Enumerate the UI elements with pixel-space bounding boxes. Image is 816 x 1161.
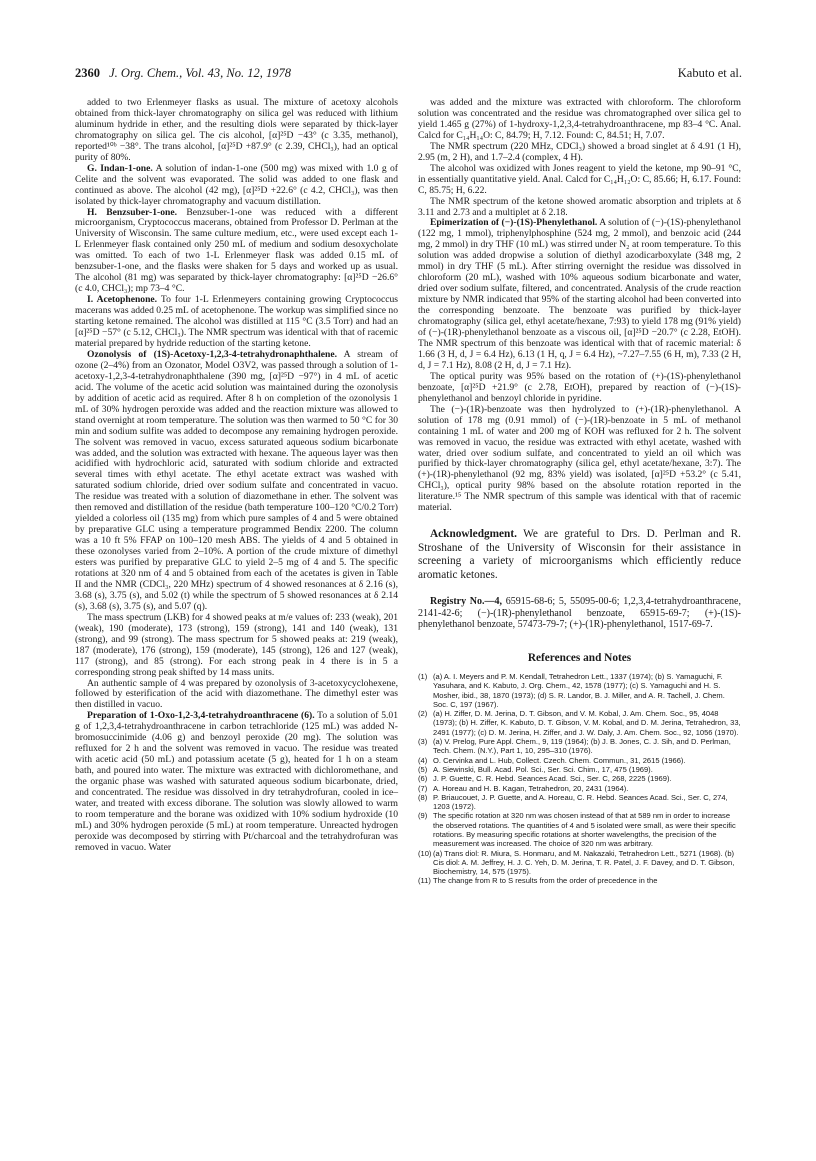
reference-item: (2) (a) H. Ziffer, D. M. Jerina, D. T. Gibson, and V. M. Kobal, J. Am. Chem. Soc., 95, 4048 (1973); (b) H. Ziffer, K. Kabuto, D. T. Gibson, V. M. Kobal, and D. M. Jerina, Tetrahedron, 33, 2491 (1977); (c) D. M. Jerina, H. Ziffer, and J. W. Daly, J. Am. Chem. Soc., 92, 1056 (1970). [418, 709, 741, 737]
paragraph: The NMR spectrum of the ketone showed aromatic absorption and triplets at δ 3.11 and 2.73 and a multiplet at δ 2.18. [418, 195, 741, 218]
paragraph: Epimerization of (−)-(1S)-Phenylethanol. A solution of (−)-(1S)-phenylethanol (122 mg, 1 mmol), triphenylphosphine (524 mg, 2 mmol), and benzoic acid (244 mg, 2 mmol) in dry THF (10 mL) was stirred under N₂ at room temperature. To this solution was added dropwise a solution of diethyl azodicarboxylate (348 mg, 2 mmol) in dry THF (5 mL). After stirring overnight the residue was dissolved in chloroform (20 mL), washed with 10% aqueous sodium bicarbonate and water, dried over sodium sulfate, filtered, and concentrated. Analysis of the crude reaction mixture by NMR indicated that 95% of the starting alcohol had been converted into the corresponding benzoate. The benzoate was purified by thick-layer chromatography (silica gel, ethyl acetate/hexane, 7:93) to yield 178 mg (91% yield) of (−)-(1R)-phenylethanol benzoate as a viscous oil, [α]²⁵D −20.7° (c 2.28, EtOH). The NMR spectrum of this benzoate was identical with that of racemic material: δ 1.66 (3 H, d, J = 6.4 Hz), 6.13 (1 H, q, J = 6.4 Hz), ~7.27–7.55 (6 H, m), 7.33 (2 H, d, J = 7.1 Hz), 8.08 (2 H, d, J = 7.1 Hz). [418, 217, 741, 371]
paragraph: The optical purity was 95% based on the rotation of (+)-(1S)-phenylethanol benzoate, [α]²⁵D +21.9° (c 2.78, EtOH), prepared by reaction of (−)-(1S)-phenylethanol and benzoyl chloride in pyridine. [418, 370, 741, 404]
paragraph: was added and the mixture was extracted with chloroform. The chloroform solution was concentrated and the residue was chromatographed over silica gel to yield 1.465 g (27%) of 1-hydroxy-1,2,3,4-tetrahydroanthracene, mp 83–4 °C. Anal. Calcd for C₁₄H₁₄O: C, 84.79; H, 7.12. Found: C, 84.51; H, 7.07. [418, 97, 741, 141]
paragraph: The NMR spectrum (220 MHz, CDCl₃) showed a broad singlet at δ 4.91 (1 H), 2.95 (m, 2 H), and 1.7–2.4 (complex, 4 H). [418, 140, 741, 163]
paragraph: G. Indan-1-one. A solution of indan-1-one (500 mg) was mixed with 1.0 g of Celite and the solvent was evaporated. The solid was added to one flask and continued as above. The alcohol (42 mg), [α]²⁵D +22.6° (c 4.2, CHCl₃), was then isolated by thick-layer chromatography and vacuum distillation. [75, 162, 398, 207]
paragraph: I. Acetophenone. To four 1-L Erlenmeyers containing growing Cryptococcus macerans was added 0.25 mL of acetophenone. The workup was simplified since no starting ketone remained. The alcohol was distilled at 115 °C (3.5 Torr) and had an [α]²⁵D −57° (c 5.12, CHCl₃). The NMR spectrum was identical with that of racemic material prepared by hydride reduction of the starting ketone. [75, 294, 398, 349]
registry-numbers: Registry No.—4, 65915-68-6; 5, 55095-00-6; 1,2,3,4-tetrahydroanthracene, 2141-42-6; (−)-(1R)-phenylethanol benzoate, 65915-69-7; (+)-(1S)-phenylethanol benzoate, 57473-79-7; (+)-(1R)-phenylethanol, 1517-69-7. [418, 596, 741, 631]
left-column [75, 98, 398, 854]
paragraph: The alcohol was oxidized with Jones reagent to yield the ketone, mp 90–91 °C, in essentially quantitative yield. Anal. Calcd for C₁₄H₁₂O: C, 85.66; H, 6.17. Found: C, 85.75; H, 6.22. [418, 162, 741, 196]
paragraph: Ozonolysis of (1S)-Acetoxy-1,2,3-4-tetrahydronaphthalene. A stream of ozone (2–4%) from an Ozonator, Model O3V2, was passed through a solution of 1-acetoxy-1,2,3-4-tetrahydronaphthalene (390 mg, [α]²⁵D −97°) in 4 mL of acetic acid. The volume of the acetic acid solution was maintained during the ozonolysis by addition of acetic acid as required. After 8 h on completion of the ozonolysis 1 mL of 30% hydrogen peroxide was added and the reaction mixture was allowed to stand overnight at room temperature. The solution was then warmed to 50 °C for 30 min and sodium sulfite was added to decompose any remaining hydrogen peroxide. The solvent was removed in vacuo, excess saturated aqueous sodium bicarbonate was added, and the solution was extracted with hexane. The aqueous layer was then acidified with hydrochloric acid, saturated with sodium chloride and extracted several times with ethyl acetate. The ethyl acetate extract was washed with saturated sodium chloride, dried over sodium sulfate and concentrated in vacuo. The residue was treated with a solution of diazomethane in ether. The solvent was then removed and distillation of the residue (bath temperature 100–120 °C/0.2 Torr) yielded a colorless oil (135 mg) from which pure samples of 4 and 5 were obtained by preparative GLC using a temperature programmed Bendix 2200. The column was a 10 ft 5% FFAP on 100–120 mesh ABS. The yields of 4 and 5 obtained in these ozonolyses varied from 2–10%. A portion of the crude mixture of dimethyl esters was purified by preparative GLC to yield 2–5 mg of 4 and 5. The specific rotations at 320 nm of 4 and 5 obtained from each of the acetates is given in Table II and the NMR (CDCl₃, 220 MHz) spectrum of 4 showed resonances at δ 2.16 (s), 3.68 (s), 3.75 (s), and 5.02 (t) while the spectrum of 5 showed resonances at δ 2.14 (s), 3.68 (s), 3.75 (s), and 5.07 (q). [75, 348, 398, 612]
right-column [418, 98, 741, 886]
paragraph: added to two Erlenmeyer flasks as usual. The mixture of acetoxy alcohols obtained from thick-layer chromatography on silica gel was reduced with lithium aluminum hydride in ether, and the resulting diols were separated by thick-layer chromatography on silica gel. The cis alcohol, [α]²⁵D −43° (c 3.35, methanol), reported¹⁰ᵇ −38°. The trans alcohol, [α]²⁵D +87.9° (c 2.39, CHCl₃), had an optical purity of 80%. [75, 97, 398, 163]
running-authors: Kabuto et al. [677, 66, 742, 80]
reference-item: (4) O. Cervinka and L. Hub, Collect. Czech. Chem. Commun., 31, 2615 (1966). [418, 755, 686, 765]
reference-item: (11) The change from R to S results from the order of precedence in the [418, 876, 658, 886]
reference-item: (6) J. P. Guette, C. R. Hebd. Seances Acad. Sci., Ser. C, 268, 2225 (1969). [418, 774, 672, 784]
reference-item: (1) (a) A. I. Meyers and P. M. Kendall, Tetrahedron Lett., 1337 (1974); (b) S. Yamaguchi, F. Yasuhara, and K. Kabuto, J. Org. Chem., 42, 1578 (1977); (c) S. Yamaguchi and H. S. Mosher, ibid., 38, 1870 (1973); (d) S. R. Landor, B. J. Miller, and A. R. Tachell, J. Chem. Soc. C, 197 (1967). [418, 671, 725, 709]
reference-item: (5) A. Siewinski, Bull. Acad. Pol. Sci., Ser. Sci. Chim., 17, 475 (1969). [418, 764, 653, 774]
reference-item: (9) The specific rotation at 320 nm was chosen instead of that at 589 nm in order to increase the observed rotations. The quantities of 4 and 5 isolated were small, as were their specific rotations. By measuring specific rotations at shorter wavelengths, the precision of the measurement was increased. The choice of 320 nm was arbitrary. [418, 811, 736, 849]
paragraph: Preparation of 1-Oxo-1,2-3,4-tetrahydroanthracene (6). To a solution of 5.01 g of 1,2,3,4-tetrahydroanthracene in carbon tetrachloride (125 mL) was added N-bromosuccinimide (4.06 g) and benzoyl peroxide (20 mg). The solution was refluxed for 2 h and the solvent was removed in vacuo. The residue was treated with acetic acid (50 mL) and potassium acetate (5 g), heated for 1 h on a steam bath, and poured into water. The mixture was extracted with dichloromethane, and the organic phase was washed with saturated aqueous sodium bicarbonate, dried, and concentrated. The residue was dissolved in dry tetrahydrofuran, cooled in ice–water, and treated with excess diborane. The solution was slowly allowed to warm to room temperature and the borane was oxidized with 10% sodium hydroxide (10 mL) and 30% hydrogen peroxide (5 mL) at room temperature. Unreacted hydrogen peroxide was decomposed by stirring with Pt/charcoal and the tetrahydrofuran was removed in vacuo. Water [75, 710, 398, 853]
journal-citation: J. Org. Chem., Vol. 43, No. 12, 1978 [109, 66, 291, 80]
references-list [418, 672, 741, 886]
page-number: 2360 [75, 66, 100, 80]
reference-item: (7) A. Horeau and H. B. Kagan, Tetrahedron, 20, 2431 (1964). [418, 783, 629, 793]
acknowledgment: Acknowledgment. We are grateful to Drs. D. Perlman and R. Stroshane of the University of Wisconsin for their assistance in screening a variety of microorganisms which efficiently reduce aromatic ketones. [418, 528, 741, 581]
references-heading: References and Notes [527, 652, 632, 664]
page-header [75, 66, 742, 82]
paragraph: H. Benzsuber-1-one. Benzsuber-1-one was reduced with a different microorganism, Cryptococcus macerans, obtained from Professor D. Perlman at the University of Wisconsin. The same culture medium, etc., were used except each 1-L Erlenmeyer flask contained only 250 mL of medium and sodium desoxycholate was omitted. To each of two 1-L Erlenmeyer flask was added 0.15 mL of benzsuber-1-one, and the flasks were shaken for 5 days and worked up as usual. The alcohol (81 mg) was separated by thick-layer chromatography: [α]²⁵D −26.6° (c 4.0, CHCl₃); mp 73–4 °C. [75, 206, 398, 295]
paragraph: An authentic sample of 4 was prepared by ozonolysis of 3-acetoxycyclohexene, followed by esterification of the acid with diazomethane. The dimethyl ester was then distilled in vacuo. [75, 677, 398, 711]
paragraph: The mass spectrum (LKB) for 4 showed peaks at m/e values of: 233 (weak), 201 (weak), 190 (moderate), 173 (strong), 159 (strong), 141 and 140 (weak), 131 (strong), and 99 (strong). The mass spectrum for 5 showed peaks at: 219 (weak), 187 (moderate), 176 (strong), 159 (moderate), 145 (strong), 126 and 127 (weak), 117 (strong), and 85 (strong). For each strong peak in 4 there is in 5 a corresponding strong peak shifted by 14 mass units. [75, 611, 398, 678]
paragraph: The (−)-(1R)-benzoate was then hydrolyzed to (+)-(1R)-phenylethanol. A solution of 178 mg (0.91 mmol) of (−)-(1R)-benzoate in 5 mL of methanol containing 1 mL of water and 200 mg of KOH was refluxed for 2 h. The solvent was removed in vacuo, the residue was extracted with ethyl acetate, washed with water, dried over sodium sulfate, and concentrated to yield an oil which was purified by thick-layer chromatography (silica gel, ethyl acetate/hexane, 3:7). The (+)-(1R)-phenylethanol (92 mg, 83% yield) was isolated, [α]²⁵D +53.2° (c 5.41, CHCl₃), optical purity 98% based on the absolute rotation reported in the literature.¹⁵ The NMR spectrum of this sample was identical with that of racemic material. [418, 403, 741, 514]
reference-item: (3) (a) V. Prelog, Pure Appl. Chem., 9, 119 (1964); (b) J. B. Jones, C. J. Sih, and D. Perlman, Tech. Chem. (N.Y.), Part 1, 10, 295–310 (1976). [418, 737, 731, 756]
reference-item: (8) P. Briaucouet, J. P. Guette, and A. Horeau, C. R. Hebd. Seances Acad. Sci., Ser. C, 274, 1203 (1972). [418, 792, 728, 812]
reference-item: (10) (a) Trans diol: R. Miura, S. Honmaru, and M. Nakazaki, Tetrahedron Lett., 5271 (1968). (b) Cis diol: A. M. Jeffrey, H. J. C. Yeh, D. M. Jerina, T. R. Patel, J. F. Davey, and D. T. Gibson, Biochemistry, 14, 575 (1975). [418, 848, 735, 877]
